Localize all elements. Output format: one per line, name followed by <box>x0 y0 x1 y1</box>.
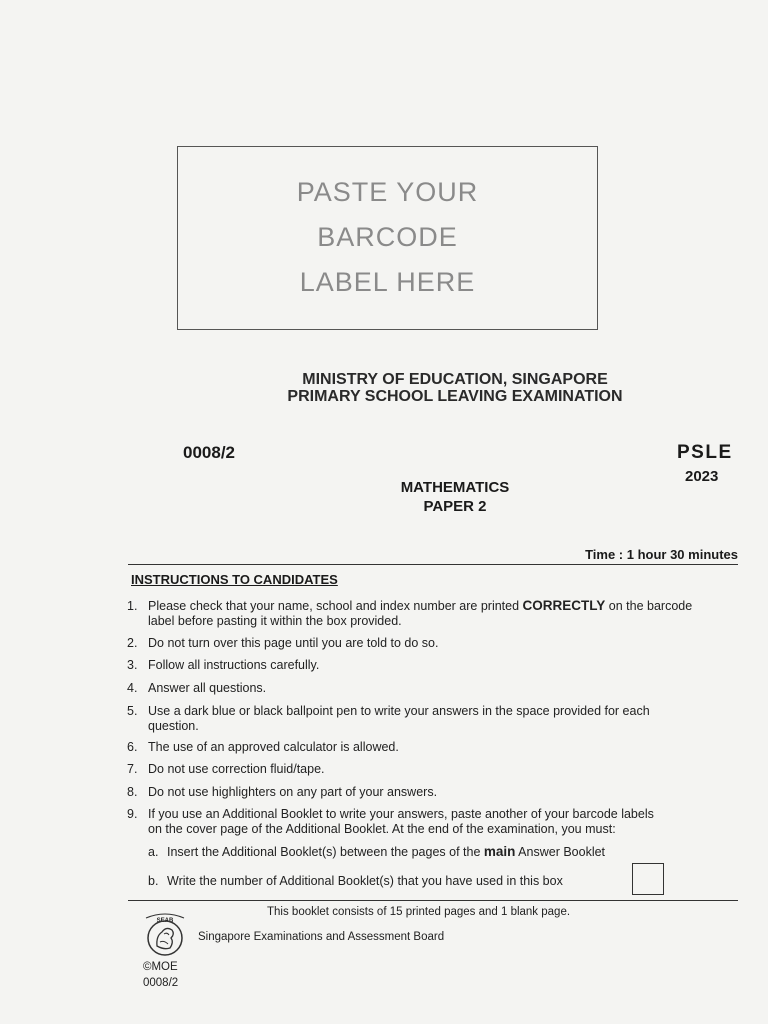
instruction-1: 1. Please check that your name, school and index number are printed CORRECTLY on the barcode label before pasting it within the box provided. <box>127 598 693 628</box>
instruction-2: 2. Do not turn over this page until you are told to do so. <box>127 636 439 650</box>
instruction-4: 4. Answer all questions. <box>127 681 267 695</box>
barcode-line-1: PASTE YOUR <box>296 177 479 207</box>
divider-top <box>128 564 738 565</box>
paper-code: 0008/2 <box>183 443 235 462</box>
board-name: Singapore Examinations and Assessment Board <box>198 931 445 943</box>
barcode-line-3: LABEL HERE <box>299 267 476 297</box>
svg-text:SEAB: SEAB <box>156 918 174 924</box>
instruction-3: 3. Follow all instructions carefully. <box>127 658 320 672</box>
instruction-8: 8. Do not use highlighters on any part of your answers. <box>127 785 438 799</box>
time-allowed: Time : 1 hour 30 minutes <box>585 547 738 562</box>
exam-year: 2023 <box>685 468 719 485</box>
barcode-label-box <box>177 146 598 330</box>
psle-label: PSLE <box>677 442 733 463</box>
instruction-7: 7. Do not use correction fluid/tape. <box>127 762 325 776</box>
instruction-9a: a. Insert the Additional Booklet(s) between the pages of the main Answer Booklet <box>148 844 606 859</box>
instruction-9b: b. Write the number of Additional Booklet(s) that you have used in this box <box>148 874 563 888</box>
ministry-title: MINISTRY OF EDUCATION, SINGAPORE <box>302 371 608 388</box>
instruction-9: 9. If you use an Additional Booklet to write your answers, paste another of your barcode labels on the cover page of the Additional Booklet. At the end of the examination, you must: <box>127 807 654 836</box>
footer-paper-code: 0008/2 <box>143 977 179 989</box>
paper-number: PAPER 2 <box>423 498 487 515</box>
exam-title: PRIMARY SCHOOL LEAVING EXAMINATION <box>287 388 623 405</box>
pages-note: This booklet consists of 15 printed pages and 1 blank page. <box>267 906 571 918</box>
instruction-6: 6. The use of an approved calculator is allowed. <box>127 740 399 754</box>
divider-bottom <box>128 900 738 901</box>
emphasis-main: main <box>483 844 516 859</box>
additional-booklet-count-box[interactable] <box>632 863 664 895</box>
seab-logo <box>140 910 190 958</box>
subject-title: MATHEMATICS <box>400 479 510 496</box>
barcode-line-2: BARCODE <box>317 222 458 252</box>
seab-lion-icon <box>140 910 190 958</box>
copyright: ©MOE <box>143 961 178 973</box>
instruction-5: 5. Use a dark blue or black ballpoint pen to write your answers in the space provided for each question. <box>127 704 650 733</box>
instructions-heading: INSTRUCTIONS TO CANDIDATES <box>131 572 338 587</box>
emphasis-correctly: CORRECTLY <box>522 598 606 613</box>
